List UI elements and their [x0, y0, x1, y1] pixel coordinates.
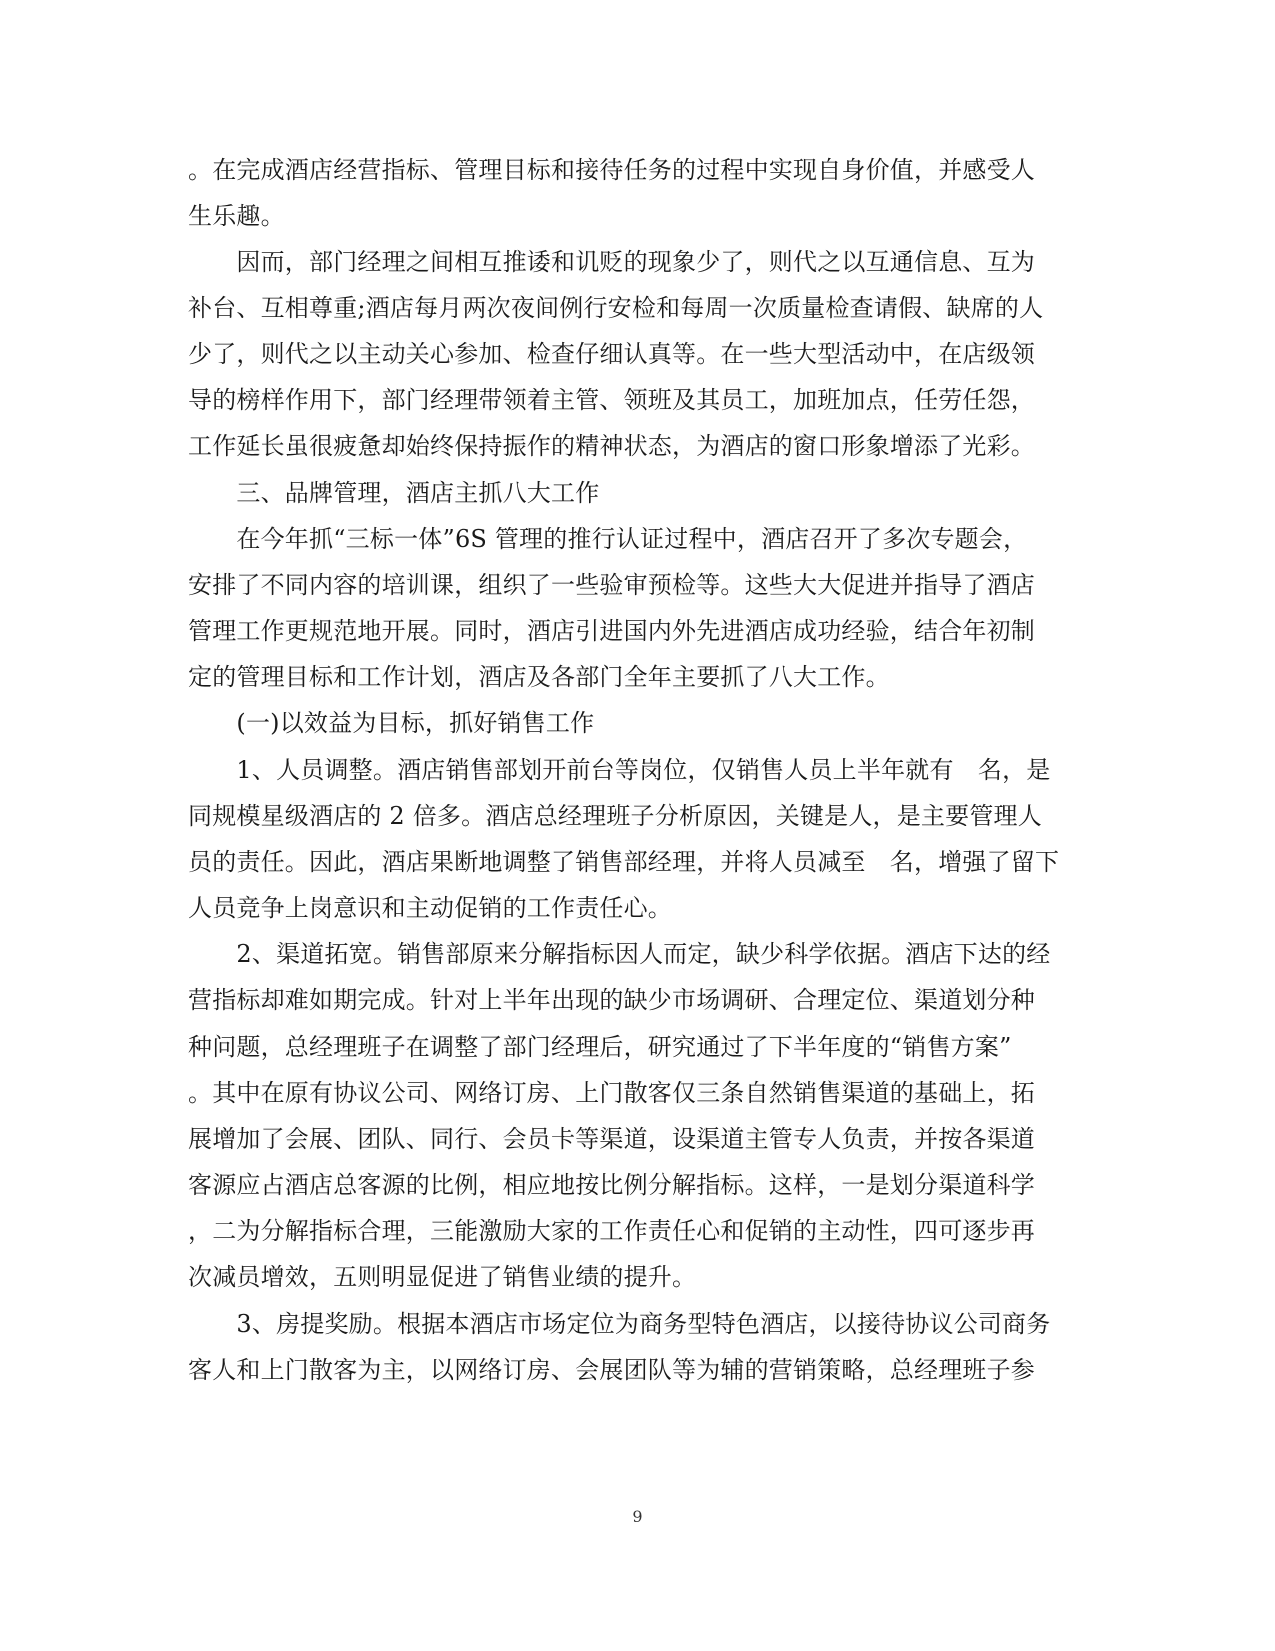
text-line: 管理工作更规范地开展。同时，酒店引进国内外先进酒店成功经验，结合年初制	[188, 617, 1035, 645]
text-line: 员的责任。因此，酒店果断地调整了销售部经理，并将人员减至 名，增强了留下	[188, 848, 1060, 876]
text-line: 定的管理目标和工作计划，酒店及各部门全年主要抓了八大工作。	[188, 663, 890, 691]
text-line: 2、渠道拓宽。销售部原来分解指标因人而定，缺少科学依据。酒店下达的经	[188, 940, 1051, 968]
page-number: 9	[632, 1507, 643, 1526]
text-line: 展增加了会展、团队、同行、会员卡等渠道，设渠道主管专人负责，并按各渠道	[188, 1125, 1035, 1153]
subsection-heading: (一)以效益为目标，抓好销售工作	[188, 709, 595, 737]
text-line: 种问题，总经理班子在调整了部门经理后，研究通过了下半年度的“销售方案”	[188, 1033, 1012, 1061]
text-line: 次减员增效，五则明显促进了销售业绩的提升。	[188, 1263, 697, 1291]
text-line: 补台、互相尊重;酒店每月两次夜间例行安检和每周一次质量检查请假、缺席的人	[188, 294, 1044, 322]
text-line: 工作延长虽很疲惫却始终保持振作的精神状态，为酒店的窗口形象增添了光彩。	[188, 432, 1035, 460]
text-line: 。其中在原有协议公司、网络订房、上门散客仅三条自然销售渠道的基础上，拓	[188, 1079, 1035, 1107]
text-line: 生乐趣。	[188, 202, 285, 230]
text-line: 。在完成酒店经营指标、管理目标和接待任务的过程中实现自身价值，并感受人	[188, 156, 1035, 184]
text-line: 客人和上门散客为主，以网络订房、会展团队等为辅的营销策略，总经理班子参	[188, 1356, 1035, 1384]
text-line: 客源应占酒店总客源的比例，相应地按比例分解指标。这样，一是划分渠道科学	[188, 1171, 1035, 1199]
text-line: 3、房提奖励。根据本酒店市场定位为商务型特色酒店，以接待协议公司商务	[188, 1310, 1051, 1338]
text-line: 1、人员调整。酒店销售部划开前台等岗位，仅销售人员上半年就有 名，是	[188, 756, 1051, 784]
section-heading: 三、品牌管理，酒店主抓八大工作	[188, 479, 600, 507]
text-line: 导的榜样作用下，部门经理带领着主管、领班及其员工，加班加点，任劳任怨，	[188, 386, 1035, 414]
text-line: 少了，则代之以主动关心参加、检查仔细认真等。在一些大型活动中，在店级领	[188, 340, 1035, 368]
text-line: 同规模星级酒店的 2 倍多。酒店总经理班子分析原因，关键是人，是主要管理人	[188, 802, 1042, 830]
text-line: 在今年抓“三标一体”6S 管理的推行认证过程中，酒店召开了多次专题会，	[188, 525, 1028, 553]
text-line: 营指标却难如期完成。针对上半年出现的缺少市场调研、合理定位、渠道划分种	[188, 986, 1035, 1014]
text-line: ，二为分解指标合理，三能激励大家的工作责任心和促销的主动性，四可逐步再	[188, 1217, 1035, 1245]
text-line: 因而，部门经理之间相互推诿和讥贬的现象少了，则代之以互通信息、互为	[188, 248, 1035, 276]
text-line: 人员竞争上岗意识和主动促销的工作责任心。	[188, 894, 672, 922]
text-line: 安排了不同内容的培训课，组织了一些验审预检等。这些大大促进并指导了酒店	[188, 571, 1035, 599]
